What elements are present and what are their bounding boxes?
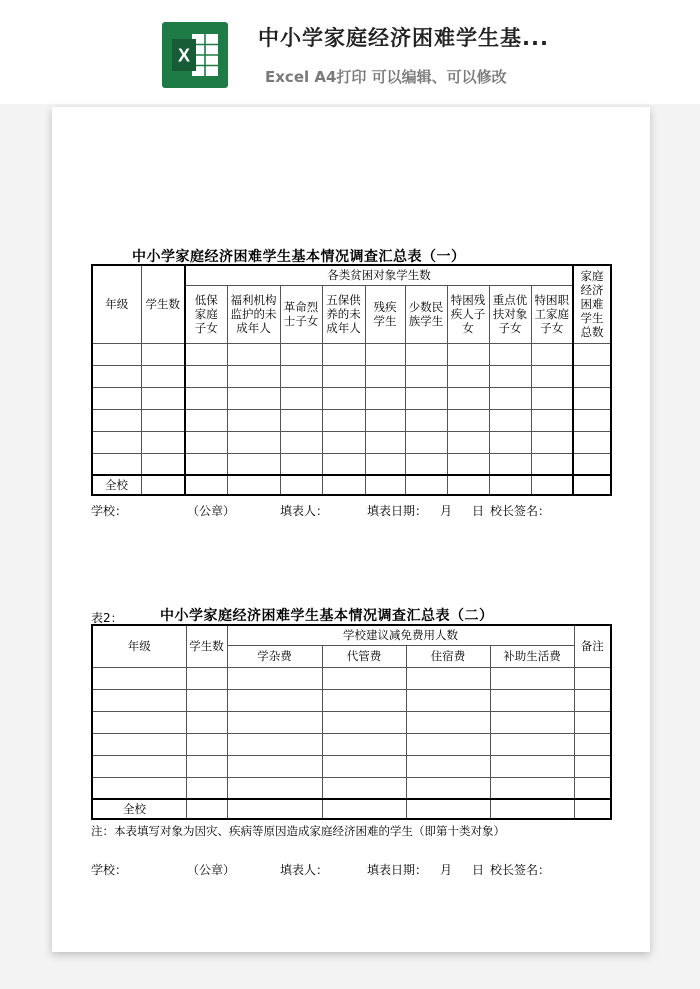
table-row — [92, 777, 611, 799]
month-label: 月 — [440, 504, 453, 518]
svg-text:X: X — [177, 45, 191, 66]
paper-sheet — [52, 107, 650, 952]
total-label: 全校 — [92, 475, 141, 495]
header-custody-fee: 代管费 — [322, 645, 406, 667]
excel-icon — [162, 22, 228, 88]
document-title: 中小学家庭经济困难学生基... — [258, 26, 549, 50]
seal-label: （公章） — [187, 504, 236, 518]
header-minority: 少数民族学生 — [405, 285, 447, 343]
header-remark: 备注 — [574, 625, 611, 667]
seal-label: （公章） — [187, 863, 236, 877]
table2-title: 中小学家庭经济困难学生基本情况调查汇总表（二） — [160, 608, 494, 624]
month-label: 月 — [440, 863, 453, 877]
header-poor-worker: 特困职工家庭子女 — [531, 285, 573, 343]
table-row — [92, 409, 611, 431]
table-row — [92, 453, 611, 475]
principal-signature-label: 校长签名： — [490, 863, 551, 877]
table1-total-row — [92, 475, 611, 495]
day-label: 日 — [472, 504, 485, 518]
header-fee-reduction: 学校建议减免费用人数 — [227, 625, 574, 645]
table1-title: 中小学家庭经济困难学生基本情况调查汇总表（一） — [132, 249, 466, 265]
header-disabled: 残疾学生 — [365, 285, 405, 343]
header-tuition: 学杂费 — [227, 645, 322, 667]
footnote: 注：本表填写对象为因灾、疾病等原因造成家庭经济困难的学生（即第十类对象） — [91, 824, 505, 838]
table-row — [92, 711, 611, 733]
header-welfare: 福利机构监护的未成年人 — [227, 285, 280, 343]
table-row — [92, 343, 611, 365]
document-subtitle: Excel A4打印 可以编辑、可以修改 — [265, 68, 507, 86]
table-row — [92, 431, 611, 453]
header-martyr: 革命烈士子女 — [280, 285, 322, 343]
day-label: 日 — [472, 863, 485, 877]
school-label: 学校： — [91, 863, 128, 877]
filler-label: 填表人： — [280, 504, 329, 518]
table-row — [92, 387, 611, 409]
signature-line-1 — [91, 502, 610, 518]
header-living-subsidy: 补助生活费 — [490, 645, 574, 667]
header-poverty-group: 各类贫困对象学生数 — [185, 265, 573, 285]
fill-date-label: 填表日期： — [367, 504, 428, 518]
table2 — [91, 624, 612, 820]
signature-line-2 — [91, 861, 610, 877]
table1 — [91, 264, 612, 496]
header-boarding-fee: 住宿费 — [406, 645, 490, 667]
header-key-support: 重点优扶对象子女 — [489, 285, 531, 343]
total-label: 全校 — [92, 799, 186, 819]
top-banner — [0, 0, 700, 104]
school-label: 学校： — [91, 504, 128, 518]
header-total-poor: 家庭经济困难学生总数 — [573, 265, 611, 343]
table-row — [92, 755, 611, 777]
principal-signature-label: 校长签名： — [490, 504, 551, 518]
table-row — [92, 365, 611, 387]
table2-total-row — [92, 799, 611, 819]
header-grade: 年级 — [92, 625, 186, 667]
table-row — [92, 733, 611, 755]
filler-label: 填表人： — [280, 863, 329, 877]
table-row — [92, 667, 611, 689]
header-grade: 年级 — [92, 265, 141, 343]
fill-date-label: 填表日期： — [367, 863, 428, 877]
header-dibao: 低保家庭子女 — [185, 285, 227, 343]
table2-prefix: 表2： — [91, 611, 123, 625]
header-poor-disabled: 特困残疾人子女 — [447, 285, 489, 343]
table-row — [92, 689, 611, 711]
header-student-count: 学生数 — [141, 265, 185, 343]
header-wubao: 五保供养的未成年人 — [322, 285, 365, 343]
header-student-count: 学生数 — [186, 625, 227, 667]
